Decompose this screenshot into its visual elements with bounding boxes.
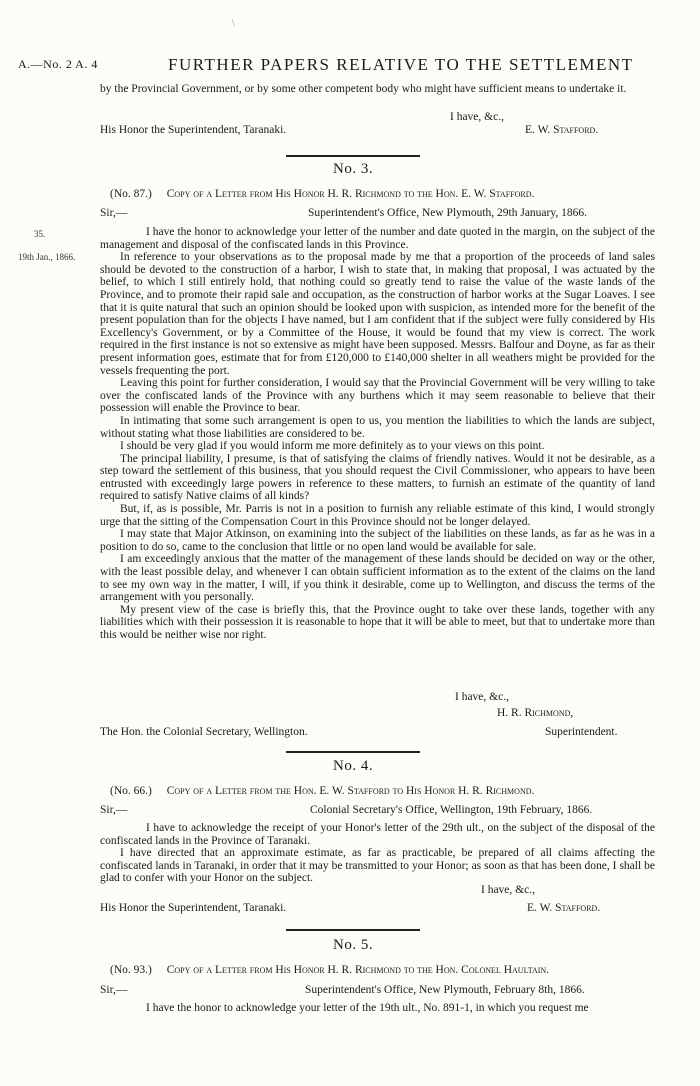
letter-4-body (100, 822, 655, 885)
letter-4-caption (110, 785, 534, 797)
letter-5-location: Superintendent's Office, New Plymouth, February 8th, 1866. (305, 984, 585, 996)
letter-3-paragraph: I have the honor to acknowledge your letter of the number and date quoted in the margin, on the subject of the management and disposal of the confiscated lands in this Province. (100, 226, 655, 251)
letter-5-caption (110, 964, 549, 976)
letter-3-closing: I have, &c., (455, 691, 509, 703)
letter-3-paragraph: I am exceedingly anxious that the matter of the management of these lands should be decided on way or the other, with the least possible delay, and whenever I can obtain sufficient information as to the extent of the claims on the land to see my own way in the matter, I will, if you think it desirable, come up to Wellington, and discuss the terms of the arrangement with you personally. (100, 553, 655, 604)
letter-3-paragraph: The principal liability, I presume, is that of satisfying the claims of friendly natives. Would it not be desirable, as a step toward the settlement of this business, that you should request the Civil Commissioner, who appears to have been entrusted with exceedingly large powers in reference to these matters, to furnish an estimate of the quantity of land required to satisfy Native claims of all kinds? (100, 452, 655, 503)
letter-3-caption-text: Copy of a Letter from His Honor H. R. Richmond to the Hon. E. W. Stafford. (166, 188, 535, 200)
letter-3-paragraph: I may state that Major Atkinson, on examining into the subject of the liabilities on these lands, as far as he was in a position to do so, came to the conclusion that little or no open land would be available for sale. (100, 528, 655, 553)
letter-3-paragraph: I should be very glad if you would inform me more definitely as to your views on this point. (120, 440, 545, 453)
letter-4-paragraph: I have directed that an approximate estimate, as far as practicable, be prepared of all claims affecting the confiscated lands in Taranaki, in order that it may be transmitted to your Honor; as soon as that has been done, I shall be glad to confer with your Honor on the subject. (100, 847, 655, 885)
letter-3-caption (110, 188, 534, 200)
letter-3-paragraph: But, if, as is possible, Mr. Parris is not in a position to furnish any reliable estimate of this kind, I would strongly urge that the sitting of the Compensation Court in this Province should not be longer delayed. (100, 503, 655, 528)
letter-5-caption-text: Copy of a Letter from His Honor H. R. Richmond to the Hon. Colonel Haultain. (166, 964, 550, 976)
letter-3-location: Superintendent's Office, New Plymouth, 29th January, 1866. (308, 207, 587, 219)
letter-3-paragraph: In reference to your observations as to the proposal made by me that a proportion of the proceeds of land sales should be devoted to the construction of a harbor, I wish to state that, in making that proposal, I was actuated by the belief, to which I still entirely hold, that nothing could so greatly tend to raise the value of the waste lands of the Province, and to promote their rapid sale and occupation, as the construction of harbor works at the Sugar Loaves. I see that it is quite natural that such an opinion should be looked upon with suspicion, as intended more for the benefit of the present population than for the objects I have named, but I am confident that if the subject were fully considered by His Excellency's Government, or by a Committee of the House, it would be found that my view is correct. The work required in the first instance is not so extensive as might have been supposed. Messrs. Balfour and Doyne, as far as their present information goes, estimate that for from £120,000 to £140,000 shelter in all weathers might be provided for the vessels frequenting the port. (100, 251, 655, 377)
previous-letter-continuation: by the Provincial Government, or by some other competent body who might have sufficient means to undertake it. (100, 83, 627, 95)
letter-3-salutation: Sir,— (100, 207, 128, 219)
letter-3-number: (No. 87.) (110, 188, 152, 200)
letter-3-signature: H. R. Richmond, (497, 707, 574, 719)
previous-letter-closing: I have, &c., (450, 111, 504, 123)
letter-4-signature: E. W. Stafford. (527, 902, 601, 914)
letter-3-paragraph: My present view of the case is briefly this, that the Province ought to take over these lands, together with any liabilities which with their possession it is reasonable to hope that it will be able to meet, but that to undertake more than this would be neither wise nor right. (100, 603, 655, 641)
letter-3-signature-title: Superintendent. (545, 726, 618, 738)
scan-mark: \ (232, 18, 235, 28)
letter-4-location: Colonial Secretary's Office, Wellington, 19th February, 1866. (310, 804, 593, 816)
section-divider (286, 751, 420, 753)
letter-3-paragraph: Leaving this point for further consideration, I would say that the Provincial Government will be very willing to take over the confiscated lands of the Province with any burthens which it may seem reasonable to believe that their possession will enable the Province to bear. (100, 377, 655, 415)
margin-letter-number: 35. (34, 229, 46, 239)
previous-letter-addressee: His Honor the Superintendent, Taranaki. (100, 124, 287, 136)
section-divider (286, 929, 420, 931)
section-divider (286, 155, 420, 157)
letter-4-caption-text: Copy of a Letter from the Hon. E. W. Stafford to His Honor H. R. Richmond. (166, 785, 535, 797)
margin-letter-date: 19th Jan., 1866. (18, 252, 76, 262)
page-reference: A.—No. 2 A. 4 (18, 57, 98, 71)
section-title-no-5: No. 5. (333, 937, 374, 953)
page-header (18, 55, 678, 75)
letter-4-number: (No. 66.) (110, 785, 152, 797)
letter-5-paragraph: I have the honor to acknowledge your letter of the 19th ult., No. 891-1, in which you request me (146, 1002, 589, 1014)
letter-4-salutation: Sir,— (100, 804, 128, 816)
letter-3-body (100, 226, 655, 642)
letter-4-paragraph: I have to acknowledge the receipt of your Honor's letter of the 29th ult., on the subject of the disposal of the confiscated lands in the Province of Taranaki. (100, 822, 655, 847)
letter-3-paragraph: In intimating that some such arrangement is open to us, you mention the liabilities to which the lands are subject, without stating what those liabilities are considered to be. (100, 414, 655, 440)
section-title-no-3: No. 3. (333, 161, 374, 177)
page-title: FURTHER PAPERS RELATIVE TO THE SETTLEMENT (168, 55, 634, 74)
letter-4-addressee: His Honor the Superintendent, Taranaki. (100, 902, 287, 914)
section-title-no-4: No. 4. (333, 758, 374, 774)
letter-4-closing: I have, &c., (481, 884, 535, 896)
letter-5-salutation: Sir,— (100, 984, 128, 996)
previous-letter-signature: E. W. Stafford. (525, 124, 599, 136)
letter-5-number: (No. 93.) (110, 964, 152, 976)
letter-3-addressee: The Hon. the Colonial Secretary, Wellington. (100, 726, 308, 738)
